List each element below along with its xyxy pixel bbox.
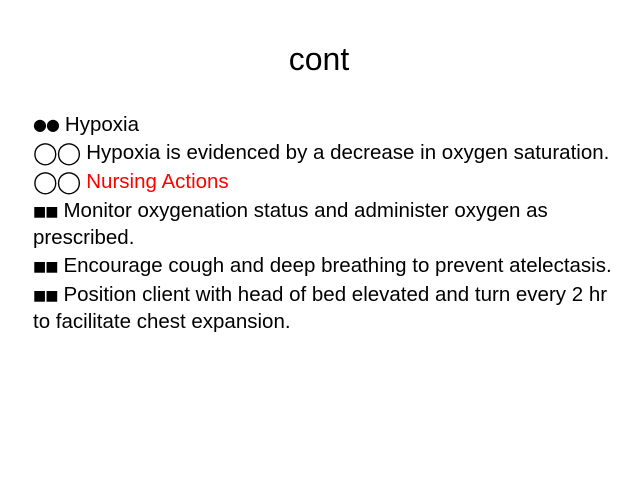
filled-circle-bullet-icon: ●● [33, 115, 59, 134]
list-item-hypoxia [33, 112, 613, 138]
slide-title: cont [288, 41, 350, 77]
square-bullet-icon: ■■ [33, 288, 58, 304]
slide-content [33, 112, 613, 337]
nursing-actions-heading: Nursing Actions [86, 170, 229, 193]
square-bullet-icon: ■■ [33, 259, 58, 275]
list-item-text: Monitor oxygenation status and administer oxygen as prescribed. [33, 199, 548, 249]
list-item-monitor-oxygenation [33, 198, 613, 251]
hollow-circle-bullet-icon: ◯◯ [33, 141, 81, 166]
list-item-text: Encourage cough and deep breathing to prevent atelectasis. [63, 254, 612, 277]
list-item-encourage-cough [33, 253, 613, 280]
list-item-position-client [33, 282, 613, 335]
list-item-text: Hypoxia is evidenced by a decrease in oxygen saturation. [86, 141, 610, 164]
list-item-nursing-actions [33, 169, 613, 196]
square-bullet-icon: ■■ [33, 204, 58, 220]
hollow-circle-bullet-icon: ◯◯ [33, 170, 81, 195]
list-item-text: Hypoxia [64, 113, 139, 136]
list-item-hypoxia-evidence [33, 140, 613, 167]
list-item-text: Position client with head of bed elevated and turn every 2 hr to facilitate chest expansion. [33, 283, 608, 333]
